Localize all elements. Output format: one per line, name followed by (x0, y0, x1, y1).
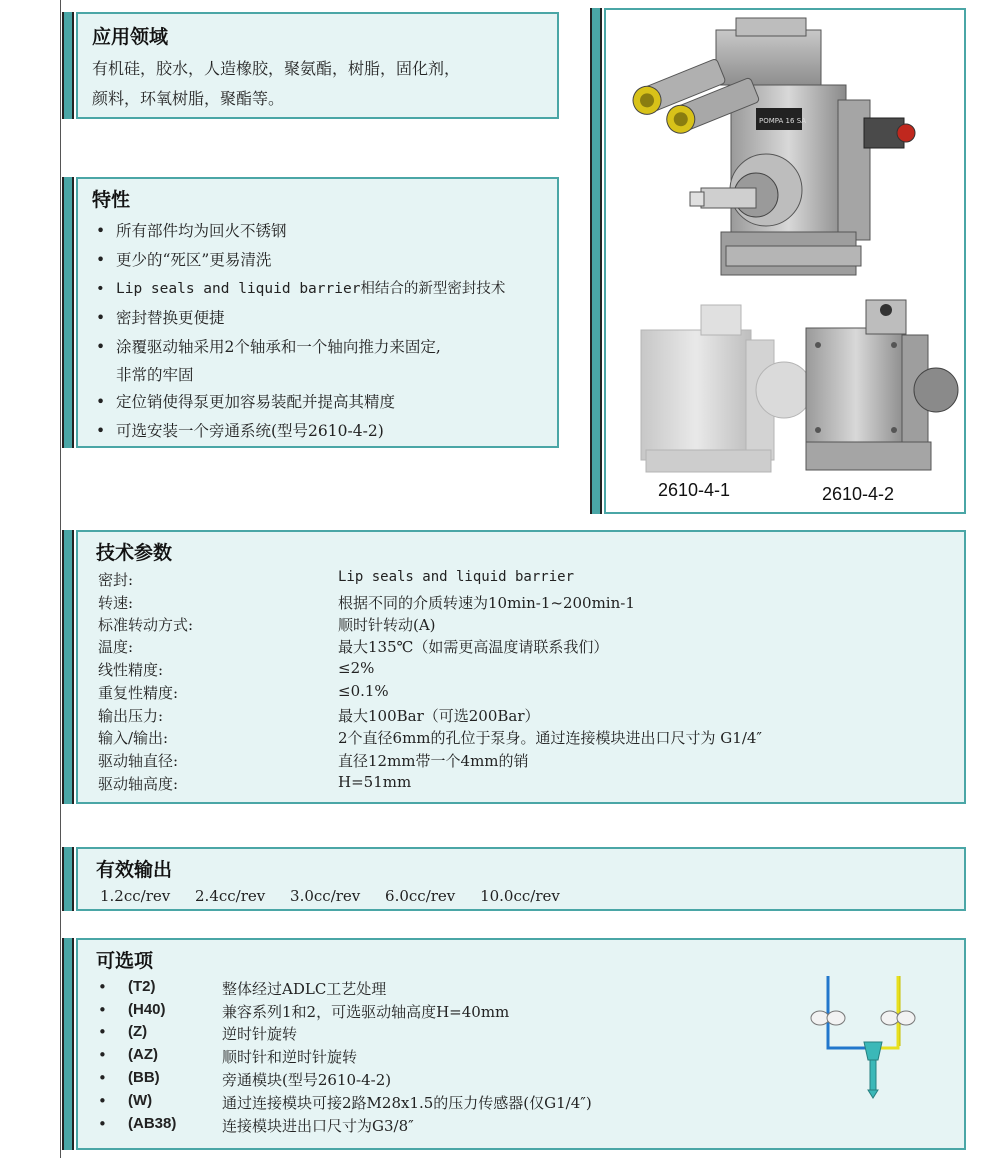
application-line-2: 颜料，环氧树脂，聚酯等。 (92, 89, 285, 108)
output-section (76, 847, 966, 911)
page-margin-line (60, 0, 61, 1158)
options-title: 可选项 (96, 950, 154, 972)
feature-item: • Lip seals and liquid barrier相结合的新型密封技术 (96, 275, 505, 304)
features-list (96, 217, 505, 446)
feature-item: • 更少的“死区”更易清洗 (96, 246, 505, 275)
specs-section: 技术参数 密封: Lip seals and liquid barrier 转速: 根据不同的介质转速为10min-1~200min-1 标准转动方式: 顺时针转动(A) 温度: 最大135℃（如需更高温度请联系我们） 线性精度: ≤2% 重复性精度: ≤0.1% 输出压力: 最大100Bar（可选200Bar） 输入/输出: 2个直径6mm的孔位于泵身。通过连接模块进出口尺寸为 G1/4″ 驱动轴直径: 直径12mm带一个4mm的销 驱动轴高度: H=51mm (76, 530, 966, 804)
feature-item: • 密封替换更便捷 (96, 304, 505, 333)
feature-item: • 所有部件均为回火不锈钢 (96, 217, 505, 246)
application-section (76, 12, 559, 119)
output-value: 2.4cc/rev (195, 887, 266, 905)
product-image-panel (604, 8, 966, 514)
pump-2610-4-1-icon (641, 305, 812, 472)
caption-2610-4-2: 2610-4-2 (822, 484, 895, 504)
output-value: 10.0cc/rev (480, 887, 560, 905)
options-section: 可选项 • (T2) 整体经过ADLC工艺处理 • (H40) 兼容系列1和2，可选驱动轴高度H=40mm • (Z) 逆时针旋转 • (AZ) 顺时针和逆时针旋转 • (BB) 旁通模块(型号2610-4-2) • (W) 通过连接模块可接2路M28x1.5的压力传感器(仅G1/4″) • (AB38) 连接模块进出口尺寸为G3/8″ (76, 938, 966, 1150)
bypass-diagram-icon (788, 970, 928, 1120)
pump-illustration (606, 10, 964, 512)
output-values (100, 885, 580, 907)
pump-2610-4-2-icon (806, 300, 958, 470)
application-line-1: 有机硅，胶水，人造橡胶，聚氨酯，树脂，固化剂， (92, 59, 461, 78)
output-title: 有效输出 (96, 859, 173, 881)
caption-2610-4-1: 2610-4-1 (658, 480, 731, 500)
output-value: 1.2cc/rev (100, 887, 171, 905)
features-section (76, 177, 559, 448)
pump-label-plate: POMPA 16 SA (759, 117, 807, 125)
features-title: 特性 (92, 189, 131, 211)
feature-item: • 涂覆驱动轴采用2个轴承和一个轴向推力来固定, 非常的牢固 (96, 333, 505, 388)
pump-with-sensors-icon (629, 18, 915, 275)
output-value: 6.0cc/rev (385, 887, 456, 905)
specs-title: 技术参数 (96, 542, 173, 564)
application-title: 应用领域 (92, 26, 169, 48)
feature-item: • 定位销使得泵更加容易装配并提高其精度 (96, 388, 505, 417)
output-value: 3.0cc/rev (290, 887, 361, 905)
feature-item: • 可选安装一个旁通系统(型号2610-4-2) (96, 417, 505, 446)
